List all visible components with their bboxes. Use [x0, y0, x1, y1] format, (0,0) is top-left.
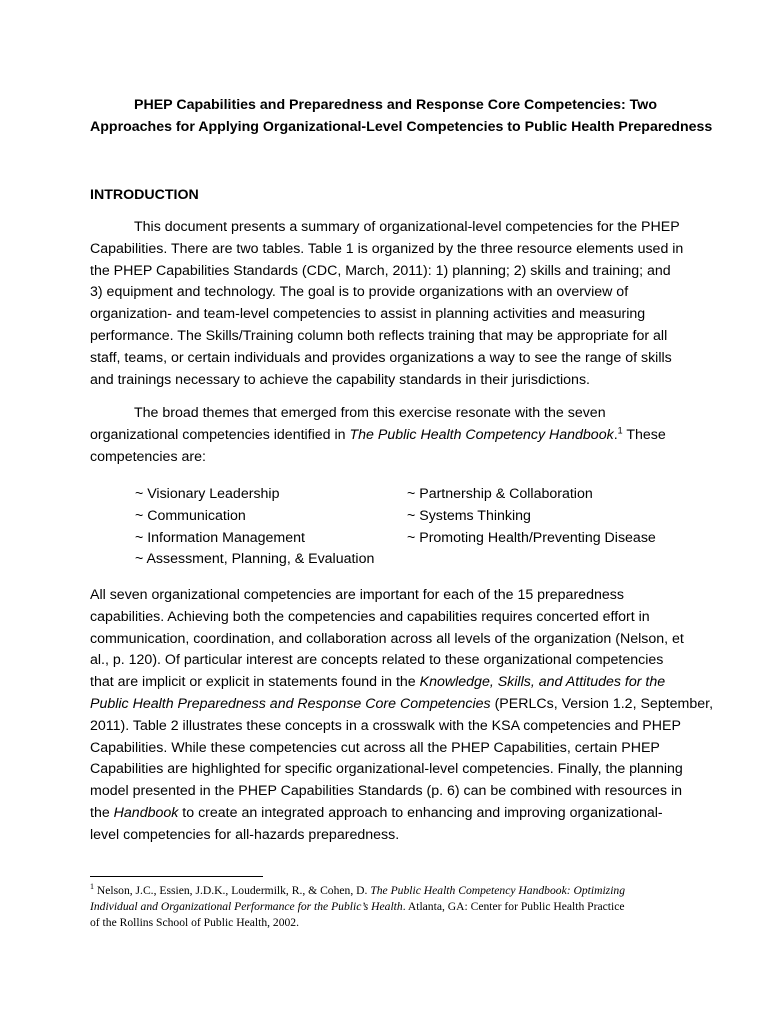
competency-item: ~ Visionary Leadership	[135, 486, 280, 502]
paragraph-line: performance. The Skills/Training column both reflects training that may be appropriate for all	[90, 327, 668, 344]
paragraph-line: communication, coordination, and collaboration across all levels of the organization (Nelson, et	[90, 630, 684, 647]
footnote-reference[interactable]: 1	[617, 425, 623, 436]
competency-item: ~ Information Management	[135, 529, 305, 546]
paragraph-line: capabilities. Achieving both the competencies and capabilities requires concerted effort in	[90, 608, 650, 625]
footnote-book-title: The Public Health Competency Handbook: Optimizing	[370, 884, 626, 897]
competency-item: ~ Partnership & Collaboration	[407, 486, 593, 502]
paragraph-line: organization- and team-level competencies to assist in planning activities and measuring	[90, 306, 646, 323]
competency-list-left	[135, 484, 374, 571]
paragraph-line: 2011). Table 2 illustrates these concepts in a crosswalk with the KSA competencies and PHEP	[90, 717, 681, 734]
paragraph-line: All seven organizational competencies are important for each of the 15 preparedness	[90, 587, 624, 603]
text-run: . Atlanta, GA: Center for Public Health Practice	[402, 900, 625, 913]
paragraph-line: al., p. 120). Of particular interest are concepts related to these organizational competencies	[90, 652, 664, 669]
paragraph-line: 3) equipment and technology. The goal is to provide organizations with an overview of	[90, 284, 629, 301]
document-title	[90, 94, 713, 138]
competency-list-right	[407, 484, 656, 549]
title-line-1: PHEP Capabilities and Preparedness and Response Core Competencies: Two	[134, 97, 657, 113]
paragraph-line: Capabilities. There are two tables. Table 1 is organized by the three resource elements used in	[90, 240, 684, 257]
competency-item: ~ Promoting Health/Preventing Disease	[407, 529, 656, 546]
paragraph-line	[90, 672, 690, 694]
paragraph-line	[90, 425, 690, 447]
paragraph-line: level competencies for all-hazards preparedness.	[90, 826, 400, 843]
paragraph-line: This document presents a summary of organizational-level competencies for the PHEP	[134, 219, 680, 235]
paragraph-line: Capabilities. While these competencies cut across all the PHEP Capabilities, certain PHEP	[90, 739, 660, 756]
paragraph-themes	[90, 403, 690, 468]
text-run: organizational competencies identified in	[90, 426, 350, 443]
competency-item: ~ Communication	[135, 507, 246, 524]
competency-item: ~ Systems Thinking	[407, 507, 531, 524]
text-run: .	[613, 426, 618, 443]
paragraph-line: model presented in the PHEP Capabilities Standards (p. 6) can be combined with resources in	[90, 783, 682, 800]
text-run: to create an integrated approach to enhancing and improving organizational-	[178, 804, 663, 821]
paragraph-line	[90, 694, 714, 716]
paragraph-line: and trainings necessary to achieve the capability standards in their jurisdictions.	[90, 371, 590, 388]
section-heading-introduction: INTRODUCTION	[90, 187, 199, 203]
footnote-separator	[90, 876, 263, 877]
paragraph-line	[90, 803, 690, 825]
paragraph-line: The broad themes that emerged from this exercise resonate with the seven	[134, 405, 606, 421]
paragraph-line: Capabilities are highlighted for specific organizational-level competencies. Finally, the planning	[90, 761, 683, 778]
footnote-book-title: Individual and Organizational Performance for the Public’s Health	[90, 900, 403, 913]
footnote-line: of the Rollins School of Public Health, 2002.	[90, 916, 299, 929]
paragraph-organizational-competencies	[90, 585, 714, 847]
handbook-italic: Handbook	[113, 804, 179, 821]
text-run: (PERLCs, Version 1.2, September,	[490, 695, 714, 712]
handbook-title-italic: The Public Health Competency Handbook	[349, 426, 614, 443]
text-run: that are implicit or explicit in statements found in the	[90, 674, 420, 691]
footnote-line	[90, 883, 690, 899]
footnote-line	[90, 899, 690, 915]
competency-item: ~ Assessment, Planning, & Evaluation	[135, 551, 375, 568]
text-run: the	[90, 804, 114, 821]
paragraph-line: staff, teams, or certain individuals and provides organizations a way to see the range of skills	[90, 349, 672, 366]
paragraph-line: competencies are:	[90, 448, 206, 465]
text-run: These	[622, 426, 666, 443]
paragraph-intro	[90, 217, 690, 391]
ksa-title-italic: Knowledge, Skills, and Attitudes for the	[419, 674, 666, 691]
footnote	[90, 883, 690, 931]
paragraph-line: the PHEP Capabilities Standards (CDC, March, 2011): 1) planning; 2) skills and training; and	[90, 262, 671, 279]
text-run: Nelson, J.C., Essien, J.D.K., Loudermilk, R., & Cohen, D.	[94, 884, 371, 897]
footnote-number: 1	[90, 882, 94, 892]
title-line-2: Approaches for Applying Organizational-Level Competencies to Public Health Preparedness	[90, 119, 713, 135]
ksa-title-italic: Public Health Preparedness and Response Core Competencies	[90, 695, 491, 712]
